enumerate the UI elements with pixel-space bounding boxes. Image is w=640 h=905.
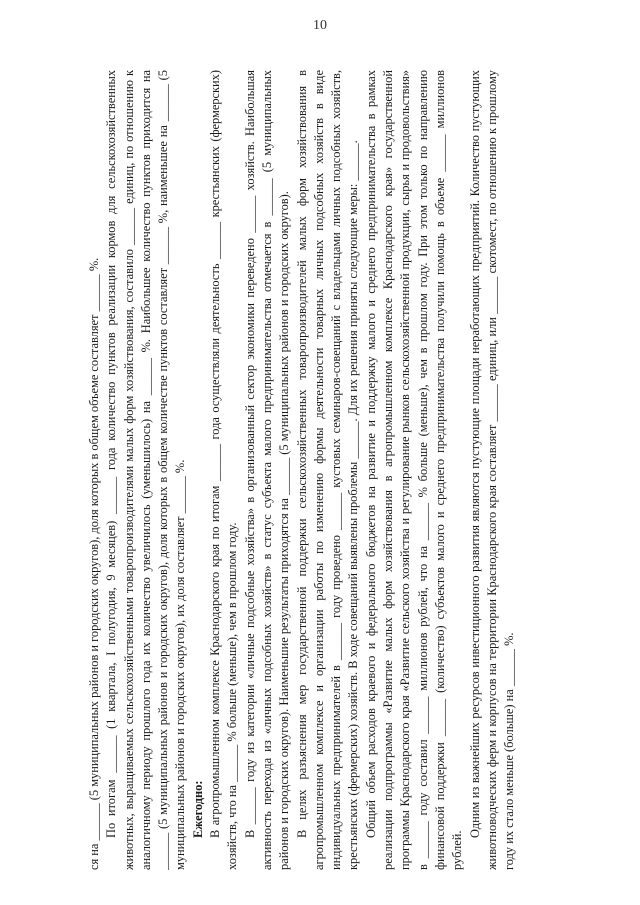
paragraph-2: По итогам ______ (1 квартала, I полугодия, 9 месяцев) ______ года количество пунктов реализации кормов для сельскохозяйственных животных, выращиваемых сельскохозяйственными товаропроизводителями малых форм хозяйствования, составило ______ единиц, по отношению к аналогичному периоду прошлого года их количество увеличилось (уменьшилось) на ______ %. Наибольшее количество пунктов приходится на ______ (5 муниципальных районов и городских округов), доля которых в общем количестве пунктов составляет ______ %, наименьшее на ______ (5 муниципальных районов и городских округов), их доля составляет ______ %. (104, 70, 188, 870)
paragraph-8: Одним из важнейших ресурсов инвестиционного развития являются пустующие площади неработающих предприятий. Количество пустующих животноводческих ферм и корпусов на территории Краснодарского края составляет ______ единиц, или ______ скотомест, по отношению к прошлому году их стало меньше (больше) на ______ %. (467, 70, 517, 870)
paragraph-7: Общий объем расходов краевого и федерального бюджетов на развитие и поддержку малого и среднего предпринимательства в рамках реализации подпрограммы «Развитие малых форм хозяйствования в агропромышленном комплексе Краснодарского края» государственной программы Краснодарского края «Развитие сельского хозяйства и регулирование рынков сельскохозяйственной продукции, сырья и продовольствия» в ______ году составил ______ миллионов рублей, что на ______ % больше (меньше), чем в прошлом году. При этом только по направлению финансовой поддержки ______ (количество) субъектов малого и среднего предпринимательства получили помощь в объеме ______ миллионов рублей. (363, 70, 465, 870)
paragraph-4: В агропромышленном комплексе Краснодарского края по итогам ______ года осуществляли деятельность ______ крестьянских (фермерских) хозяйств, что на ______ % больше (меньше), чем в прошлом году. (208, 70, 240, 870)
paragraph-6: В целях разъяснения мер государственной поддержки сельскохозяйственных товаропроизводителей малых форм хозяйствования в агропромышленном комплексе и организации работы по изменению формы деятельности товарных личных подсобных хозяйств в виде индивидуальных предпринимателей в ______ году проведено ______ кустовых семинаров-совещаний с владельцами личных подсобных хозяйств, крестьянских (фермерских) хозяйств. В ходе совещаний выявлены проблемы ______. Для их решения приняты следующие меры: ______. (294, 70, 361, 870)
document-body (86, 70, 564, 870)
section-heading-annually: Ежегодно: (190, 780, 205, 838)
paragraph-1: ся на ______ (5 муниципальных районов и городских округов), доля которых в общем объеме составляет ______ %. (87, 257, 101, 870)
paragraph-5: В ______ году из категории «личные подсобные хозяйства» в организованный сектор экономики переведено ______ хозяйств. Наибольшая активность перехода из «личных подсобных хозяйств» в статус субъекта малого предпринимательства отмечается в ______ (5 муниципальных районов и городских округов). Наименьшие результаты приходятся на ______ (5 муниципальных районов и городских округов). (242, 70, 292, 870)
page-number: 10 (313, 18, 327, 33)
